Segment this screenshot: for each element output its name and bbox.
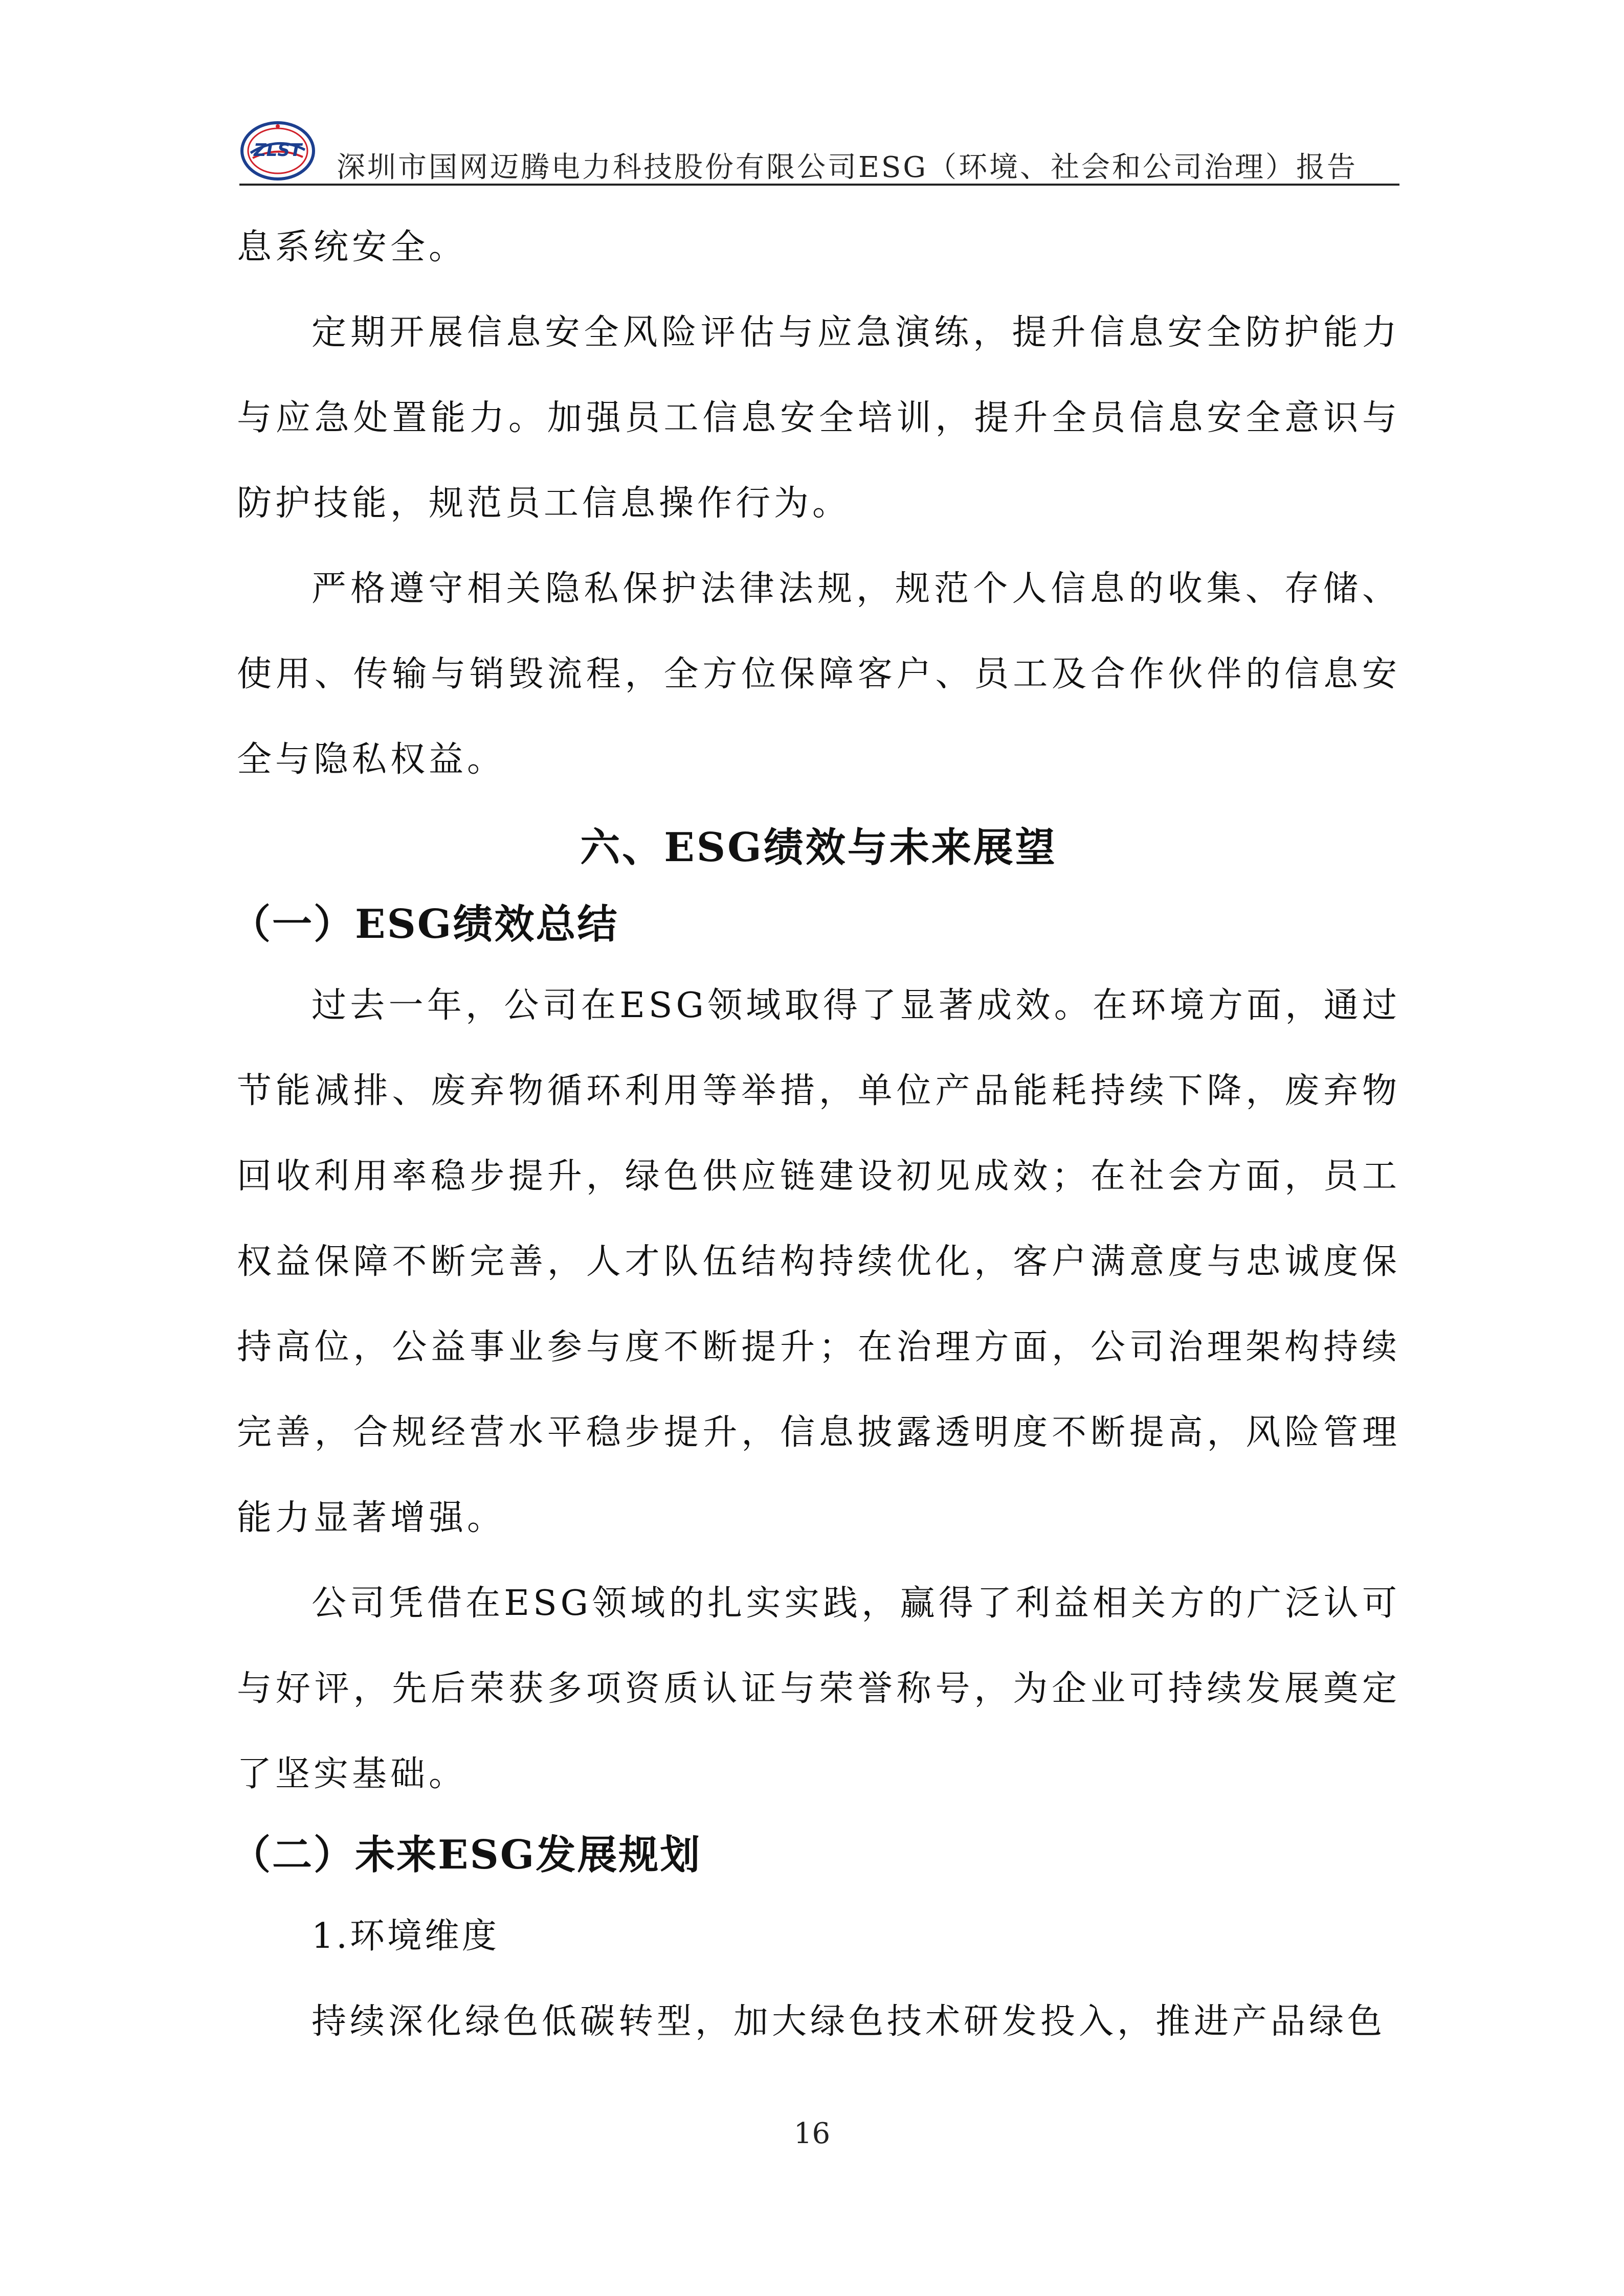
- subsection-heading-plan: （二）未来ESG发展规划: [231, 1832, 702, 1878]
- section-heading: 六、ESG绩效与未来展望: [580, 824, 1057, 871]
- header-title: 深圳市国网迈腾电力科技股份有限公司ESG（环境、社会和公司治理）报告: [337, 151, 1358, 184]
- paragraph-performance-summary: 过去一年，公司在ESG领域取得了显著成效。在环境方面，通过节能减排、废弃物循环利用等举措，单位产品能耗持续下降，废弃物回收利用率稳步提升，绿色供应链建设初见成效；在社会方面，员工权益保障不断完善，人才队伍结构持续优化，客户满意度与忠诚度保持高位，公益事业参与度不断提升；在治理方面，公司治理架构持续完善，合规经营水平稳步提升，信息披露透明度不断提高，风险管理能力显著增强。: [237, 985, 1400, 1538]
- page-number: 16: [793, 2117, 831, 2150]
- document-body: [231, 205, 1400, 2064]
- paragraph-recognition: 公司凭借在ESG领域的扎实实践，赢得了利益相关方的广泛认可与好评，先后荣获多项资质认证与荣誉称号，为企业可持续发展奠定了坚实基础。: [237, 1583, 1400, 1794]
- subsection-heading-summary: （一）ESG绩效总结: [231, 901, 619, 948]
- logo-lettering: ZLST: [254, 140, 302, 161]
- paragraph-privacy: 严格遵守相关隐私保护法律法规，规范个人信息的收集、存储、使用、传输与销毁流程，全方位保障客户、员工及合作伙伴的信息安全与隐私权益。: [237, 569, 1400, 780]
- header-divider: [239, 184, 1399, 186]
- paragraph-green-transition: 持续深化绿色低碳转型，加大绿色技术研发投入，推进产品绿色: [312, 2001, 1386, 2042]
- paragraph-security-drills: 定期开展信息安全风险评估与应急演练，提升信息安全防护能力与应急处置能力。加强员工信息安全培训，提升全员信息安全意识与防护技能，规范员工信息操作行为。: [237, 312, 1400, 524]
- page-header: [239, 115, 1399, 187]
- paragraph-continuation: 息系统安全。: [237, 227, 468, 267]
- item-heading-environment: 1.环境维度: [312, 1916, 499, 1956]
- company-logo: [239, 120, 316, 182]
